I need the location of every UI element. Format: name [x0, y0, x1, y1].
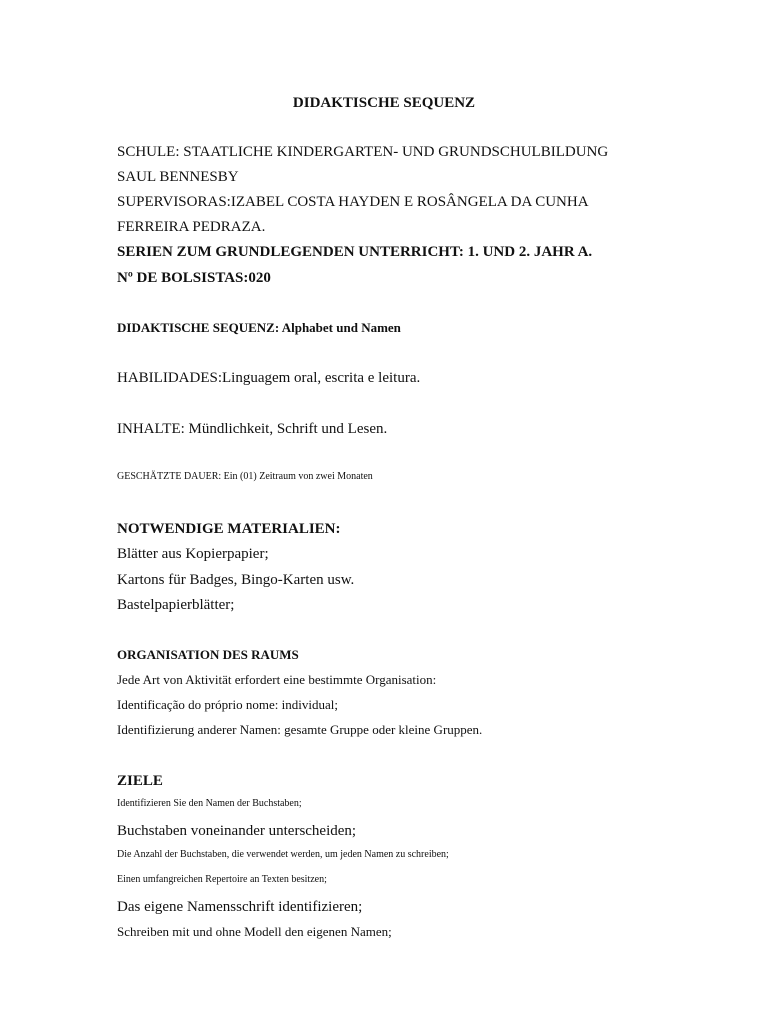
dauer-line: GESCHÄTZTE DAUER: Ein (01) Zeitraum von zwei Monaten — [117, 471, 373, 482]
series-line: SERIEN ZUM GRUNDLEGENDEN UNTERRICHT: 1. UND 2. JAHR A. — [117, 244, 593, 260]
sequence-title: DIDAKTISCHE SEQUENZ: Alphabet und Namen — [117, 320, 401, 335]
supervisors-line-1: SUPERVISORAS:IZABEL COSTA HAYDEN E ROSÂNGELA DA CUNHA — [117, 194, 589, 210]
ziele-item: Schreiben mit und ohne Modell den eigenen Namen; — [117, 924, 392, 939]
organisation-item: Identifizierung anderer Namen: gesamte Gruppe oder kleine Gruppen. — [117, 722, 483, 737]
school-line-2: SAUL BENNESBY — [117, 169, 239, 185]
organisation-item: Identificação do próprio nome: individual; — [117, 697, 338, 712]
ziele-item: Einen umfangreichen Repertoire an Texten besitzen; — [117, 874, 327, 885]
ziele-item: Das eigene Namensschrift identifizieren; — [117, 899, 363, 915]
materials-item: Blätter aus Kopierpapier; — [117, 546, 269, 562]
ziele-item: Identifizieren Sie den Namen der Buchstaben; — [117, 798, 302, 809]
ziele-item: Die Anzahl der Buchstaben, die verwendet werden, um jeden Namen zu schreiben; — [117, 849, 449, 860]
materials-item: Kartons für Badges, Bingo-Karten usw. — [117, 572, 355, 588]
organisation-heading: ORGANISATION DES RAUMS — [117, 647, 299, 662]
organisation-item: Jede Art von Aktivität erfordert eine bestimmte Organisation: — [117, 672, 437, 687]
habilidades-line: HABILIDADES:Linguagem oral, escrita e leitura. — [117, 370, 421, 386]
school-line-1: SCHULE: STAATLICHE KINDERGARTEN- UND GRUNDSCHULBILDUNG — [117, 144, 609, 160]
bolsistas-line: Nº DE BOLSISTAS:020 — [117, 270, 271, 286]
supervisors-line-2: FERREIRA PEDRAZA. — [117, 219, 266, 235]
materials-heading: NOTWENDIGE MATERIALIEN: — [117, 521, 341, 537]
document-title: DIDAKTISCHE SEQUENZ — [292, 95, 476, 111]
inhalte-line: INHALTE: Mündlichkeit, Schrift und Lesen. — [117, 421, 388, 437]
materials-item: Bastelpapierblätter; — [117, 597, 235, 613]
ziele-heading: ZIELE — [117, 773, 163, 789]
ziele-item: Buchstaben voneinander unterscheiden; — [117, 823, 357, 839]
